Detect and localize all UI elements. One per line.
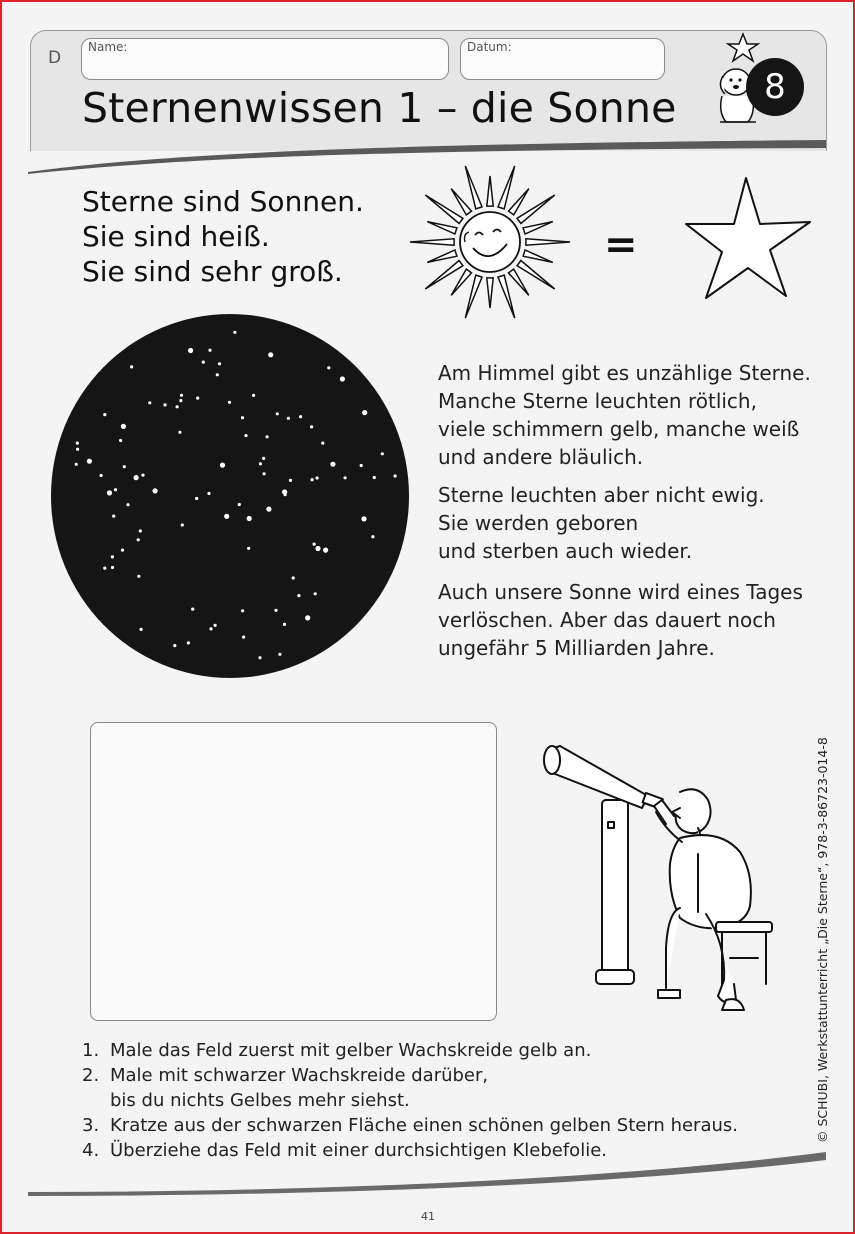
sky-star-dot: [247, 516, 252, 521]
level-label: D: [48, 48, 62, 68]
worksheet-number-badge: 8: [746, 58, 804, 116]
sky-star-dot: [114, 488, 117, 491]
sky-star-dot: [173, 644, 176, 647]
sky-star-dot: [321, 442, 324, 445]
info-paragraph-sun: [438, 578, 803, 662]
intro-line: Sie sind heiß.: [82, 220, 270, 253]
sky-star-dot: [153, 488, 158, 493]
sky-star-dot: [282, 489, 287, 494]
sky-star-dot: [178, 431, 181, 434]
sky-star-dot: [188, 348, 193, 353]
sky-star-dot: [263, 472, 266, 475]
info-line: Manche Sterne leuchten rötlich,: [438, 389, 757, 413]
sky-star-dot: [191, 608, 194, 611]
sky-star-dot: [340, 376, 345, 381]
sky-star-dot: [360, 464, 363, 467]
sun-ray: [427, 222, 457, 234]
sun-ray: [451, 269, 471, 295]
sky-star-dot: [163, 403, 166, 406]
name-field[interactable]: [81, 38, 449, 80]
sky-star-dot: [241, 609, 244, 612]
sky-star-dot: [218, 362, 221, 365]
step-number: 4.: [82, 1140, 100, 1161]
sky-star-dot: [274, 609, 277, 612]
sky-star-dot: [327, 366, 330, 369]
sky-star-dot: [137, 575, 140, 578]
sky-star-dot: [107, 490, 112, 495]
intro-line: Sie sind sehr groß.: [82, 255, 343, 288]
step-text: Kratze aus der schwarzen Fläche einen schönen gelben Stern heraus.: [110, 1115, 738, 1136]
sky-star-dot: [140, 628, 143, 631]
sky-star-dot: [139, 529, 142, 532]
sky-star-dot: [121, 549, 124, 552]
sky-star-dot: [266, 507, 271, 512]
equals-sign: =: [604, 222, 638, 268]
sky-star-dot: [266, 435, 269, 438]
sky-star-dot: [297, 594, 300, 597]
sky-star-dot: [176, 405, 179, 408]
sky-star-dot: [233, 331, 236, 334]
drawing-box[interactable]: [90, 722, 497, 1021]
intro-line: Sterne sind Sonnen.: [82, 185, 364, 218]
sky-star-dot: [283, 623, 286, 626]
step-number: 2.: [82, 1065, 100, 1086]
sky-star-dot: [394, 474, 397, 477]
sky-star-dot: [316, 476, 319, 479]
info-line: und sterben auch wieder.: [438, 539, 693, 563]
sky-star-dot: [76, 442, 79, 445]
step-number: 1.: [82, 1040, 100, 1061]
step-number: 3.: [82, 1115, 100, 1136]
info-line: Am Himmel gibt es unzählige Sterne.: [438, 361, 811, 385]
sky-star-dot: [130, 365, 133, 368]
sky-star-dot: [100, 474, 103, 477]
sky-star-dot: [268, 352, 273, 357]
sky-star-dot: [310, 425, 313, 428]
sky-star-dot: [252, 394, 255, 397]
sun-ray: [451, 189, 471, 215]
sky-star-dot: [126, 503, 129, 506]
sky-star-dot: [103, 413, 106, 416]
page-title: Sternenwissen 1 – die Sonne: [82, 84, 677, 132]
sun-ray: [509, 269, 529, 295]
sky-star-dot: [313, 543, 316, 546]
sky-star-dot: [315, 546, 320, 551]
sun-ray: [523, 250, 553, 262]
sun-ray: [487, 176, 493, 206]
sky-star-dot: [134, 475, 139, 480]
sky-star-dot: [241, 416, 244, 419]
sky-star-dot: [276, 412, 279, 415]
sky-star-dot: [214, 624, 217, 627]
sky-star-dot: [181, 523, 184, 526]
sky-star-dot: [292, 576, 295, 579]
sky-star-dot: [305, 615, 310, 620]
sky-star-dot: [287, 417, 290, 420]
sky-star-dot: [258, 656, 261, 659]
sky-star-dot: [361, 516, 366, 521]
sun-ray: [465, 166, 482, 209]
sun-ray: [509, 189, 529, 215]
sky-star-dot: [242, 636, 245, 639]
sky-star-dot: [314, 592, 317, 595]
instruction-list: [82, 1038, 738, 1163]
night-sky-circle: [50, 312, 412, 682]
info-line: und andere bläulich.: [438, 445, 644, 469]
intro-text: [82, 184, 364, 289]
sky-star-dot: [311, 478, 314, 481]
sun-ray: [498, 275, 515, 318]
sky-star-dot: [207, 492, 210, 495]
smiling-sun-icon: [405, 160, 575, 330]
sky-star-dot: [373, 476, 376, 479]
step-text: Male mit schwarzer Wachskreide darüber,: [110, 1065, 489, 1086]
sky-star-dot: [362, 410, 367, 415]
step-text: Male das Feld zuerst mit gelber Wachskreide gelb an.: [110, 1040, 592, 1061]
sky-star-dot: [76, 448, 79, 451]
sky-star-dot: [259, 462, 262, 465]
sky-star-dot: [208, 349, 211, 352]
sky-star-dot: [228, 401, 231, 404]
sky-star-dot: [112, 515, 115, 518]
sky-star-dot: [195, 497, 198, 500]
date-label: Datum:: [467, 40, 512, 54]
star-outline-icon: [684, 172, 814, 302]
info-line: ungefähr 5 Milliarden Jahre.: [438, 636, 715, 660]
sky-star-dot: [103, 567, 106, 570]
sky-star-dot: [187, 641, 190, 644]
sky-star-dot: [111, 555, 114, 558]
sky-star-dot: [289, 479, 292, 482]
sky-star-dot: [87, 459, 92, 464]
footer-swoosh: [28, 1148, 828, 1198]
info-line: verlöschen. Aber das dauert noch: [438, 608, 776, 632]
sky-star-dot: [180, 394, 183, 397]
sky-star-dot: [75, 463, 78, 466]
sky-star-dot: [381, 452, 384, 455]
list-item: [82, 1113, 738, 1138]
sun-ray: [487, 278, 493, 308]
name-label: Name:: [88, 40, 128, 54]
sky-star-dot: [238, 503, 241, 506]
sky-star-dot: [330, 462, 335, 467]
sky-star-dot: [111, 566, 114, 569]
info-line: Sterne leuchten aber nicht ewig.: [438, 483, 765, 507]
list-item: [82, 1038, 738, 1063]
sky-star-dot: [299, 415, 302, 418]
sky-star-dot: [121, 424, 126, 429]
copyright-notice: © SCHUBI, Werkstattunterricht „Die Sterne“, 978-3-86723-014-8: [815, 737, 830, 1143]
sky-star-dot: [220, 463, 225, 468]
sky-star-dot: [216, 373, 219, 376]
sky-star-dot: [148, 401, 151, 404]
list-item: [82, 1063, 738, 1088]
date-field[interactable]: [460, 38, 665, 80]
sun-ray: [427, 250, 457, 262]
astronomer-with-telescope-icon: [530, 738, 780, 1018]
page-number: 41: [421, 1210, 435, 1223]
sky-star-dot: [262, 457, 265, 460]
sky-star-dot: [202, 361, 205, 364]
sky-star-dot: [344, 476, 347, 479]
sky-star-dot: [371, 535, 374, 538]
sun-ray: [526, 239, 570, 245]
sky-star-dot: [209, 627, 212, 630]
sun-ray: [523, 222, 553, 234]
sky-star-dot: [137, 538, 140, 541]
info-paragraph-colors: [438, 359, 811, 471]
sky-star-dot: [196, 397, 199, 400]
sky-star-dot: [123, 465, 126, 468]
sun-ray: [498, 166, 515, 209]
step-text-continuation: bis du nichts Gelbes mehr siehst.: [110, 1090, 410, 1111]
sky-star-dot: [119, 439, 122, 442]
info-line: Auch unsere Sonne wird eines Tages: [438, 580, 803, 604]
sky-star-dot: [278, 653, 281, 656]
sky-star-dot: [141, 474, 144, 477]
info-line: viele schimmern gelb, manche weiß: [438, 417, 800, 441]
sun-ray: [465, 275, 482, 318]
info-paragraph-lifecycle: [438, 481, 765, 565]
sky-star-dot: [244, 434, 247, 437]
sky-star-dot: [179, 399, 182, 402]
sky-star-dot: [247, 547, 250, 550]
info-line: Sie werden geboren: [438, 511, 639, 535]
sky-star-dot: [323, 548, 328, 553]
sun-ray: [410, 239, 454, 245]
step-text: Überziehe das Feld mit einer durchsichtigen Klebefolie.: [110, 1140, 607, 1161]
sky-star-dot: [224, 514, 229, 519]
